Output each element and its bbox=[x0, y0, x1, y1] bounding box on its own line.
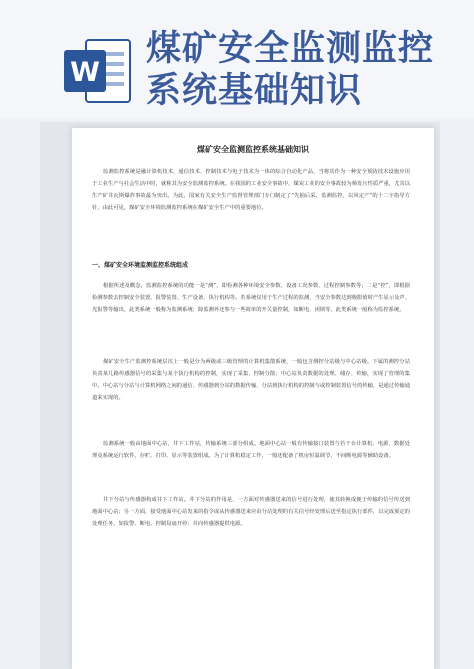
page-title: 煤矿安全监测监控系统基础知识 bbox=[146, 29, 435, 111]
paragraph-functions: 根据所述及概念，监测监控系统的功能一是“测”，即检测各种环境安全参数、设备工况参数、过程控制参数等；二是“控”，即根据检测参数去控制安全装置、报警装置、生产设备、执行机构等。若系统仅用于生产过程的监测，当安全参数达到极限值时产生显示及声、光报警等输出，此类系统一般称为监测系统；除监测外还参与一些简单的开关量控制，如断电、闭锁等，此类系统一般称为监控系统。 bbox=[92, 283, 410, 313]
section-heading: 一、煤矿安全环境监测监控系统组成 bbox=[92, 262, 189, 269]
document-page bbox=[72, 128, 434, 669]
word-doc-icon bbox=[62, 38, 132, 104]
paragraph-substation: 井下分站与传感器构成井下工作站。井下分站的作用是，一方面对传感器送来的信号进行处理，使其转换成便于传输的信号传送到地面中心站；另一方面，接受地面中心站发来的指令或从传感器送来应由分站处理的有关信号经处理后送至指定执行部件，以完成预定的处理任务，如报警、断电、控制局扇开停；并向传感器提供电源。 bbox=[92, 497, 410, 527]
banner-header bbox=[0, 0, 474, 118]
svg-text:W: W bbox=[70, 57, 100, 88]
paragraph-intro: 监测监控系统是融计算机技术、通信技术、控制技术与电子技术为一体的综合自动化产品，当将其作为一种安全预防技术设施应用于工业生产与社会生活中时，就称其为安全监测监控系统。在我国的工业安全事故中，煤炭工业的安全事故较为频发且性质严重，尤其以生产矿井瓦斯爆炸事故最为突出。为此，国家有关安全生产监督管理部门专门制定了“先抽后采、监测监控，以风定产”的十二字指导方针，由此可见，煤矿安全环境监测监控系统在煤矿安全生产中的重要地位。 bbox=[92, 169, 410, 211]
document-title: 煤矿安全监测监控系统基础知识 bbox=[197, 145, 309, 154]
paragraph-architecture: 煤矿安全生产监测控系统层次上一般是分为两级或三级管理的计算机集散系统，一般包含测控分站级与中心站级。下属的测控分站负责某几路传感器信号的采集与某个执行机构的控制，实现了采集、控制分散；中心站负责数据的处理、储存、传输，实现了管理的集中。中心站与分站与计算机网络之间的通信、传感器到分站的数据传输、分站到执行机构的控制与或控制装置信号的传输，是通过传输通道来实现的。 bbox=[92, 359, 410, 401]
paragraph-composition: 监测系统一般由地面中心站，井下工作站，传输系统三部分组成。地面中心站一般有传输接口装置与若干台计算机、电源，数据处理及系统运行软件，存贮、打印、显示等装置组成。为了计算机稳定工作，一般还配备了机房恒温调节，不间断电源等辅助设备。 bbox=[92, 441, 410, 459]
